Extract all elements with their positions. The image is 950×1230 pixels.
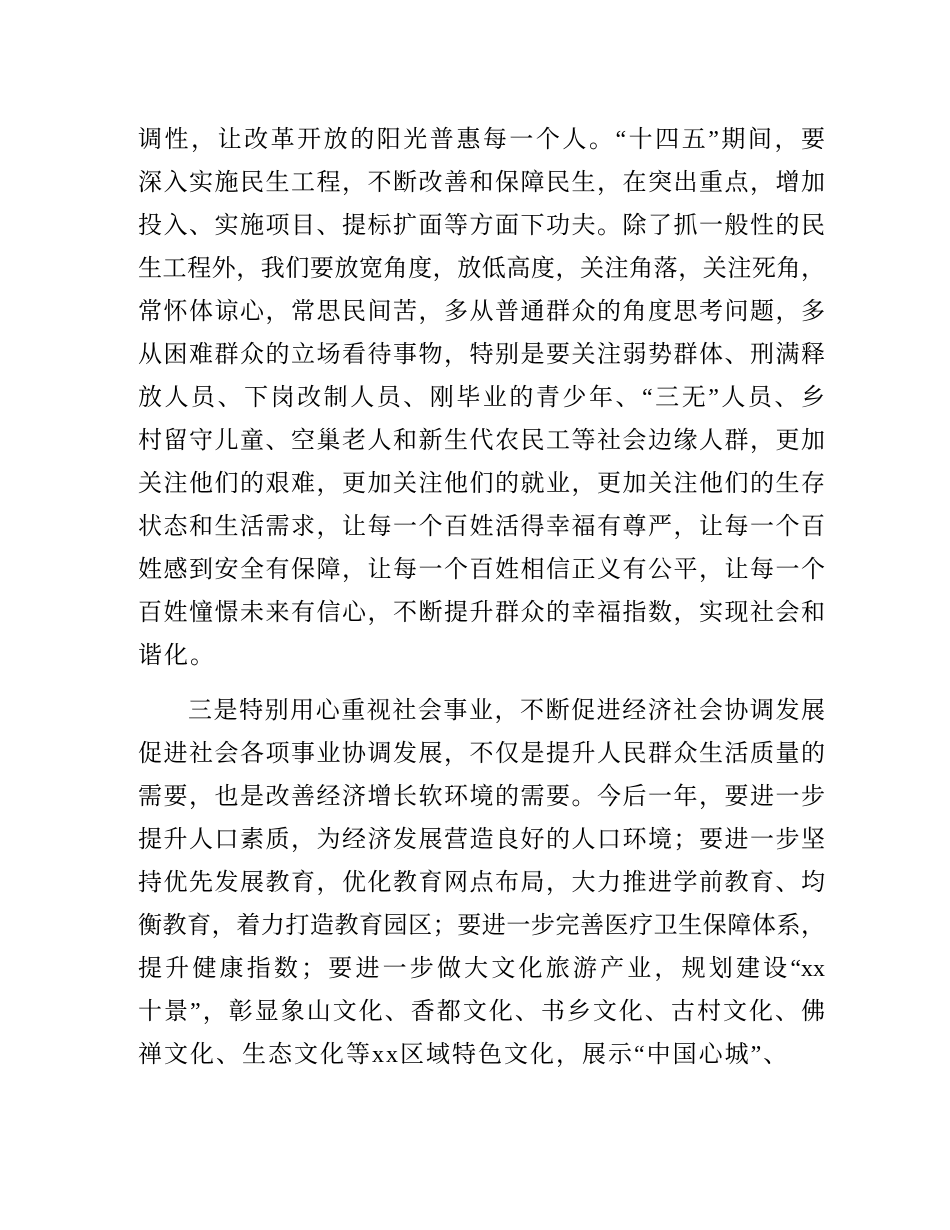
text-line: 谐化。 (138, 643, 216, 669)
text-line: 禅文化、生态文化等xx区域特色文化，展示“中国心城”、 (138, 1042, 790, 1068)
text-line: 十景”，彰显象山文化、香都文化、书乡文化、古村文化、佛 (138, 999, 825, 1025)
text-line: 状态和生活需求，让每一个百姓活得幸福有尊严，让每一个百 (138, 514, 825, 540)
text-line: 促进社会各项事业协调发展，不仅是提升人民群众生活质量的 (138, 741, 825, 767)
paragraph (138, 119, 825, 678)
text-line: 百姓憧憬未来有信心，不断提升群众的幸福指数，实现社会和 (138, 600, 825, 626)
paragraph (138, 690, 825, 1077)
text-line: 从困难群众的立场看待事物，特别是要关注弱势群体、刑满释 (138, 342, 825, 368)
text-line: 生工程外，我们要放宽角度，放低高度，关注角落，关注死角， (138, 256, 825, 282)
text-line: 关注他们的艰难，更加关注他们的就业，更加关注他们的生存 (138, 471, 825, 497)
text-line: 持优先发展教育，优化教育网点布局，大力推进学前教育、均 (138, 870, 825, 896)
text-line: 村留守儿童、空巢老人和新生代农民工等社会边缘人群，更加 (138, 428, 825, 454)
document-body (138, 119, 825, 1077)
text-line: 姓感到安全有保障，让每一个百姓相信正义有公平，让每一个 (138, 557, 825, 583)
text-line: 深入实施民生工程，不断改善和保障民生，在突出重点，增加 (138, 170, 825, 196)
text-line: 常怀体谅心，常思民间苦，多从普通群众的角度思考问题，多 (138, 299, 825, 325)
text-line: 投入、实施项目、提标扩面等方面下功夫。除了抓一般性的民 (138, 213, 825, 239)
text-line: 三是特别用心重视社会事业，不断促进经济社会协调发展 (188, 698, 825, 724)
text-line: 调性，让改革开放的阳光普惠每一个人。“十四五”期间，要 (138, 127, 825, 153)
text-line: 提升人口素质，为经济发展营造良好的人口环境；要进一步坚 (138, 827, 825, 853)
text-line: 放人员、下岗改制人员、刚毕业的青少年、“三无”人员、乡 (138, 385, 825, 411)
text-line: 衡教育，着力打造教育园区；要进一步完善医疗卫生保障体系， (138, 913, 825, 939)
text-line: 需要，也是改善经济增长软环境的需要。今后一年，要进一步 (138, 784, 825, 810)
text-line: 提升健康指数；要进一步做大文化旅游产业，规划建设“xx (138, 956, 825, 982)
